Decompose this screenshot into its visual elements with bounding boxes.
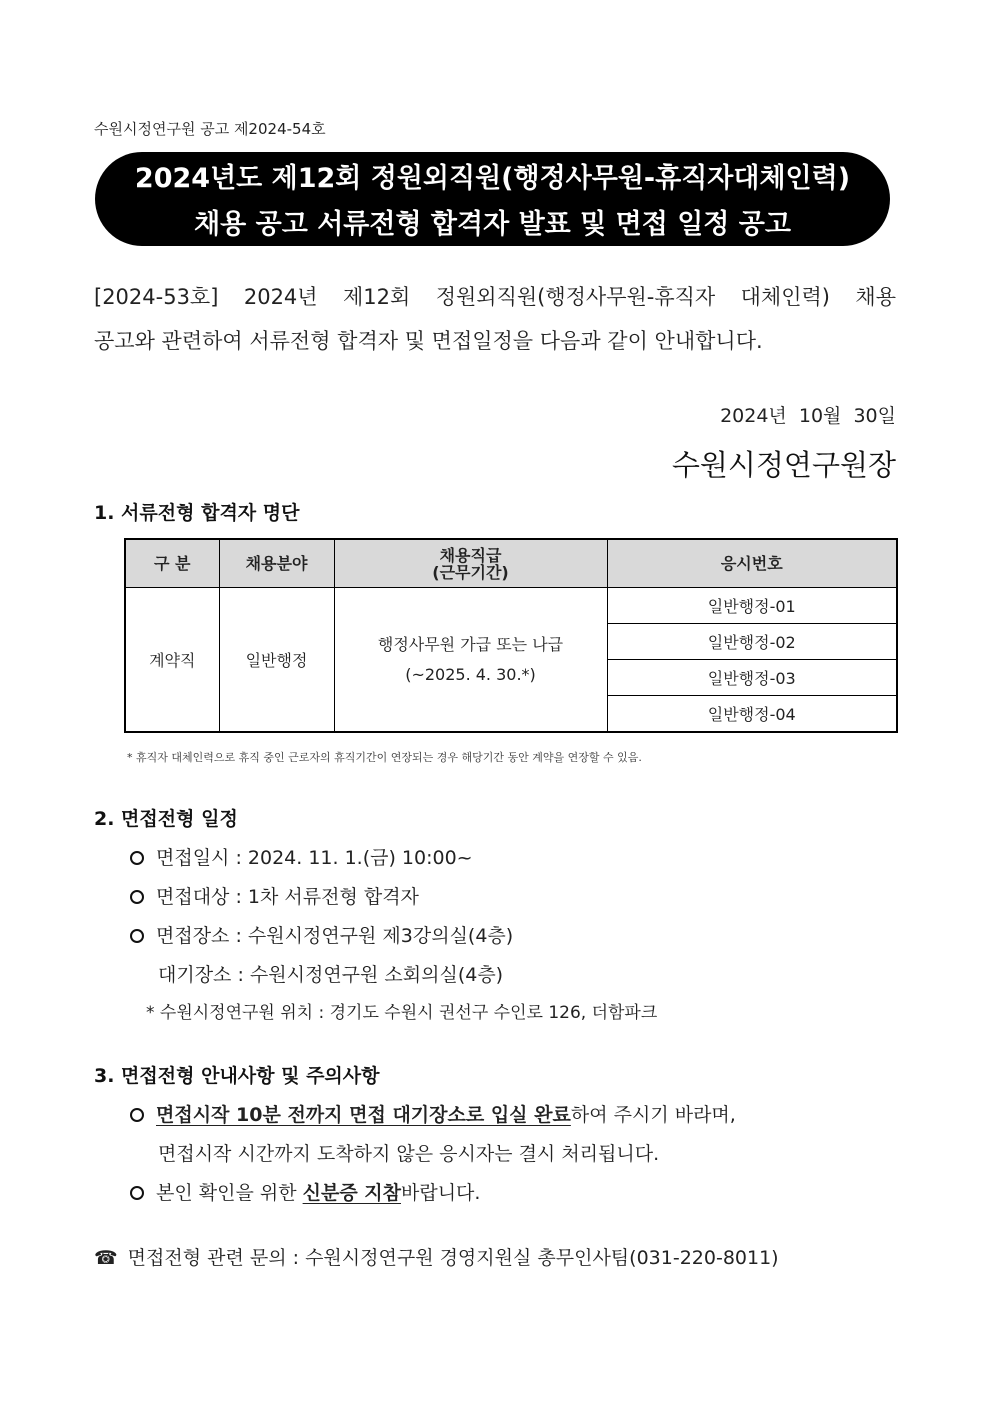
title-line-1: 2024년도 제12회 정원외직원(행정사무원-휴직자대체인력) [134,163,851,194]
notice-number: 수원시정연구원 공고 제2024-54호 [94,120,326,138]
waiting-place: 대기장소 : 수원시정연구원 소회의실(4층) [158,964,504,986]
interview-place-text: 면접장소 : 수원시정연구원 제3강의실(4층) [156,925,514,947]
cell-grade-line2: (~2025. 4. 30.*) [405,664,536,684]
guideline-2-emphasis: 신분증 지참 [302,1182,401,1204]
cell-applicant-4: 일반행정-04 [607,696,897,733]
title-line-2: 채용 공고 서류전형 합격자 발표 및 면접 일정 공고 [194,209,791,240]
interview-place [130,921,513,948]
interview-target [130,882,419,909]
cell-applicant-3: 일반행정-03 [607,660,897,696]
title-banner [95,152,890,246]
cell-applicant-2: 일반행정-02 [607,624,897,660]
announcement-date: 2024년 10월 30일 [720,405,896,427]
organization-signature: 수원시정연구원장 [671,448,896,482]
intro-line-2: 공고와 관련하여 서류전형 합격자 및 면접일정을 다음과 같이 안내합니다. [94,329,763,353]
telephone-icon: ☎ [94,1247,118,1269]
cell-grade-line1: 행정사무원 가급 또는 나급 [377,634,564,654]
guideline-2-pre: 본인 확인을 위한 [156,1182,303,1204]
header-grade-line2: (근무기간) [432,562,509,582]
header-applicant-no: 응시번호 [607,539,897,588]
bullet-circle-icon [130,929,144,943]
cell-applicant-1: 일반행정-01 [607,588,897,624]
guideline-1-line2: 면접시작 시간까지 도착하지 않은 응시자는 결시 처리됩니다. [158,1143,660,1165]
section-1-title: 1. 서류전형 합격자 명단 [94,502,300,524]
bullet-circle-icon [130,1108,144,1122]
section-2-title: 2. 면접전형 일정 [94,808,238,830]
cell-field: 일반행정 [219,588,334,733]
guideline-1-emphasis: 면접시작 10분 전까지 면접 대기장소로 입실 완료 [156,1104,571,1126]
header-category: 구 분 [125,539,219,588]
header-grade [334,539,607,588]
table-row [125,588,897,624]
bullet-circle-icon [130,1186,144,1200]
guideline-1 [130,1100,736,1127]
contact-text: 면접전형 관련 문의 : 수원시정연구원 경영지원실 총무인사팀(031-220-8011) [127,1247,779,1269]
location-note: * 수원시정연구원 위치 : 경기도 수원시 권선구 수인로 126, 더함파크 [146,1003,658,1023]
guideline-2 [130,1178,480,1205]
passer-table [124,538,898,733]
bullet-circle-icon [130,890,144,904]
table-footnote: * 휴직자 대체인력으로 휴직 중인 근로자의 휴직기간이 연장되는 경우 해당기간 동안 계약을 연장할 수 있음. [127,751,642,764]
header-grade-line1: 채용직급 [439,545,502,565]
interview-datetime-text: 면접일시 : 2024. 11. 1.(금) 10:00~ [156,847,473,869]
contact-line [94,1243,779,1270]
header-field: 채용분야 [219,539,334,588]
cell-category: 계약직 [125,588,219,733]
table-header-row [125,539,897,588]
bullet-circle-icon [130,851,144,865]
interview-target-text: 면접대상 : 1차 서류전형 합격자 [156,886,419,908]
section-3-title: 3. 면접전형 안내사항 및 주의사항 [94,1065,380,1087]
intro-line-1: [2024-53호] 2024년 제12회 정원외직원(행정사무원-휴직자 대체인력) 채용 [94,285,896,309]
guideline-1-rest: 하여 주시기 바라며, [570,1104,736,1126]
cell-grade [334,588,607,733]
guideline-2-post: 바랍니다. [401,1182,481,1204]
interview-datetime [130,843,473,870]
